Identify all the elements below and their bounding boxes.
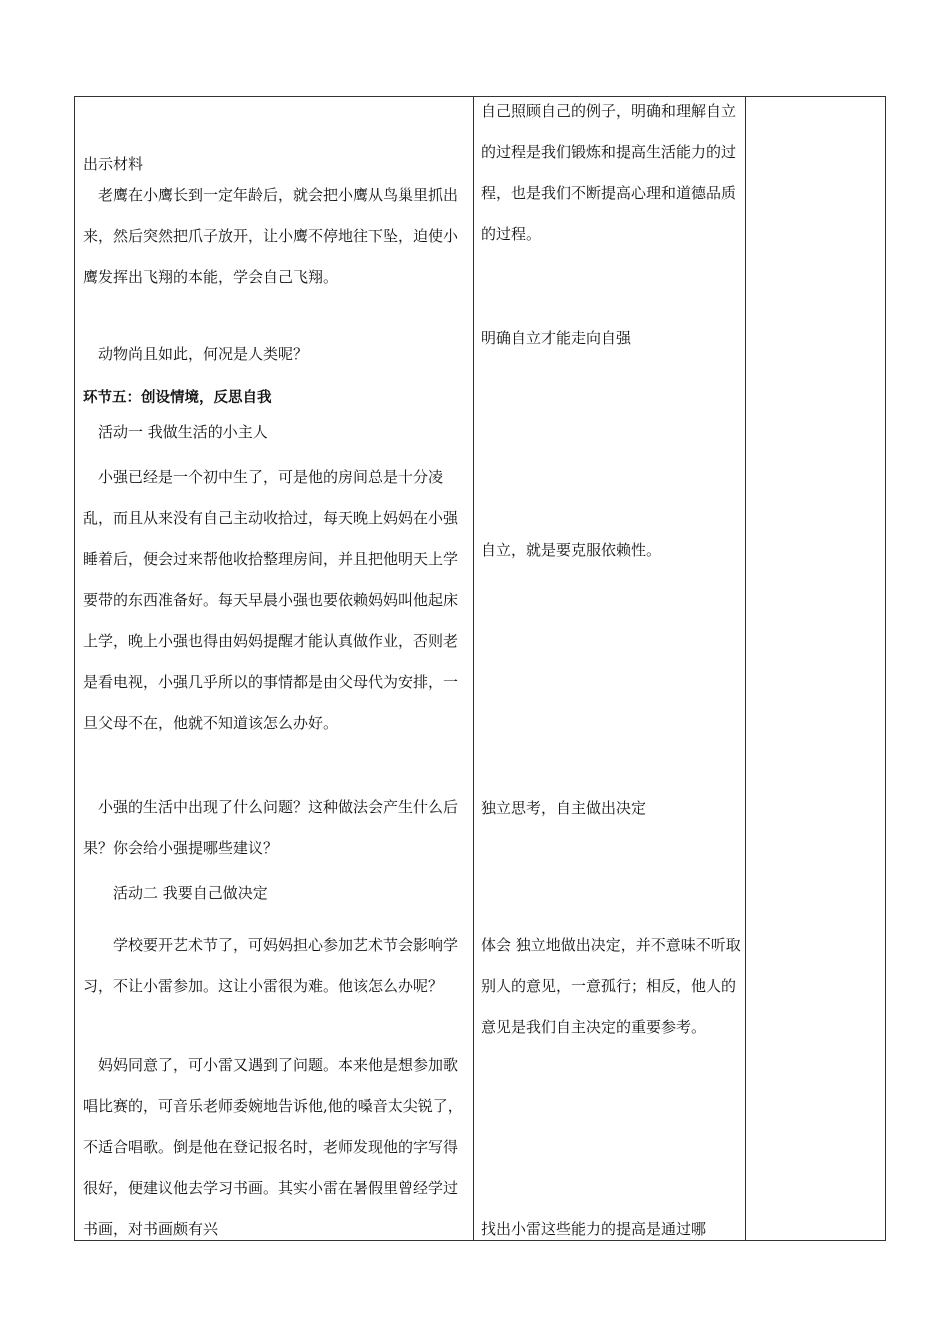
eagle-story-paragraph: 老鹰在小鹰长到一定年龄后，就会把小鹰从鸟巢里抓出来，然后突然把爪子放开，让小鹰不停地往下坠，迫使小鹰发挥出飞翔的本能，学会自己飞翔。 <box>83 186 459 286</box>
independent-thinking-note: 独立思考，自主做出决定 <box>481 799 647 817</box>
animals-question: 动物尚且如此，何况是人类呢？ <box>83 345 309 363</box>
section5-heading: 环节五：创设情境，反思自我 <box>83 390 272 406</box>
xiaolei-story-paragraph-2: 妈妈同意了，可小雷又遇到了问题。本来他是想参加歌唱比赛的，可音乐老师委婉地告诉他,他的嗓音太尖锐了，不适合唱歌。倒是他在登记报名时，老师发现他的字写得很好，便建议他去学习书画。其实小雷在暑假里曾经学过书画，对书画颇有兴 <box>83 1056 463 1238</box>
activity1-title: 活动一 我做生活的小主人 <box>83 423 268 441</box>
xiaoqiang-story-paragraph: 小强已经是一个初中生了，可是他的房间总是十分凌乱，而且从来没有自己主动收拾过，每天晚上妈妈在小强睡着后，便会过来帮他收拾整理房间，并且把他明天上学要带的东西准备好。每天早晨小强也要依赖妈妈叫他起床上学，晚上小强也得由妈妈提醒才能认真做作业，否则老是看电视，小强几乎所以的事情都是由父母代为安排，一旦父母不在，他就不知道该怎么办好。 <box>83 468 459 732</box>
xiaolei-story-paragraph-1: 学校要开艺术节了，可妈妈担心参加艺术节会影响学习，不让小雷参加。这让小雷很为难。他该怎么办呢？ <box>83 936 459 995</box>
self-strength-note: 明确自立才能走向自强 <box>481 329 632 347</box>
experience-note: 体会 独立地做出决定，并不意味不听取别人的意见，一意孤行；相反，他人的意见是我们自主决定的重要参考。 <box>481 936 741 1036</box>
show-material-label: 出示材料 <box>83 155 144 173</box>
column-divider <box>473 97 474 1240</box>
lesson-plan-table <box>74 96 886 1241</box>
activity2-title: 活动二 我要自己做决定 <box>83 884 268 902</box>
find-abilities-note: 找出小雷这些能力的提高是通过哪 <box>481 1220 707 1238</box>
dependency-note: 自立，就是要克服依赖性。 <box>481 541 662 559</box>
self-care-note: 自己照顾自己的例子，明确和理解自立的过程是我们锻炼和提高生活能力的过程，也是我们不断提高心理和道德品质的过程。 <box>481 102 737 243</box>
column-divider <box>745 97 746 1240</box>
xiaoqiang-question: 小强的生活中出现了什么问题？这种做法会产生什么后果？你会给小强提哪些建议？ <box>83 798 459 857</box>
